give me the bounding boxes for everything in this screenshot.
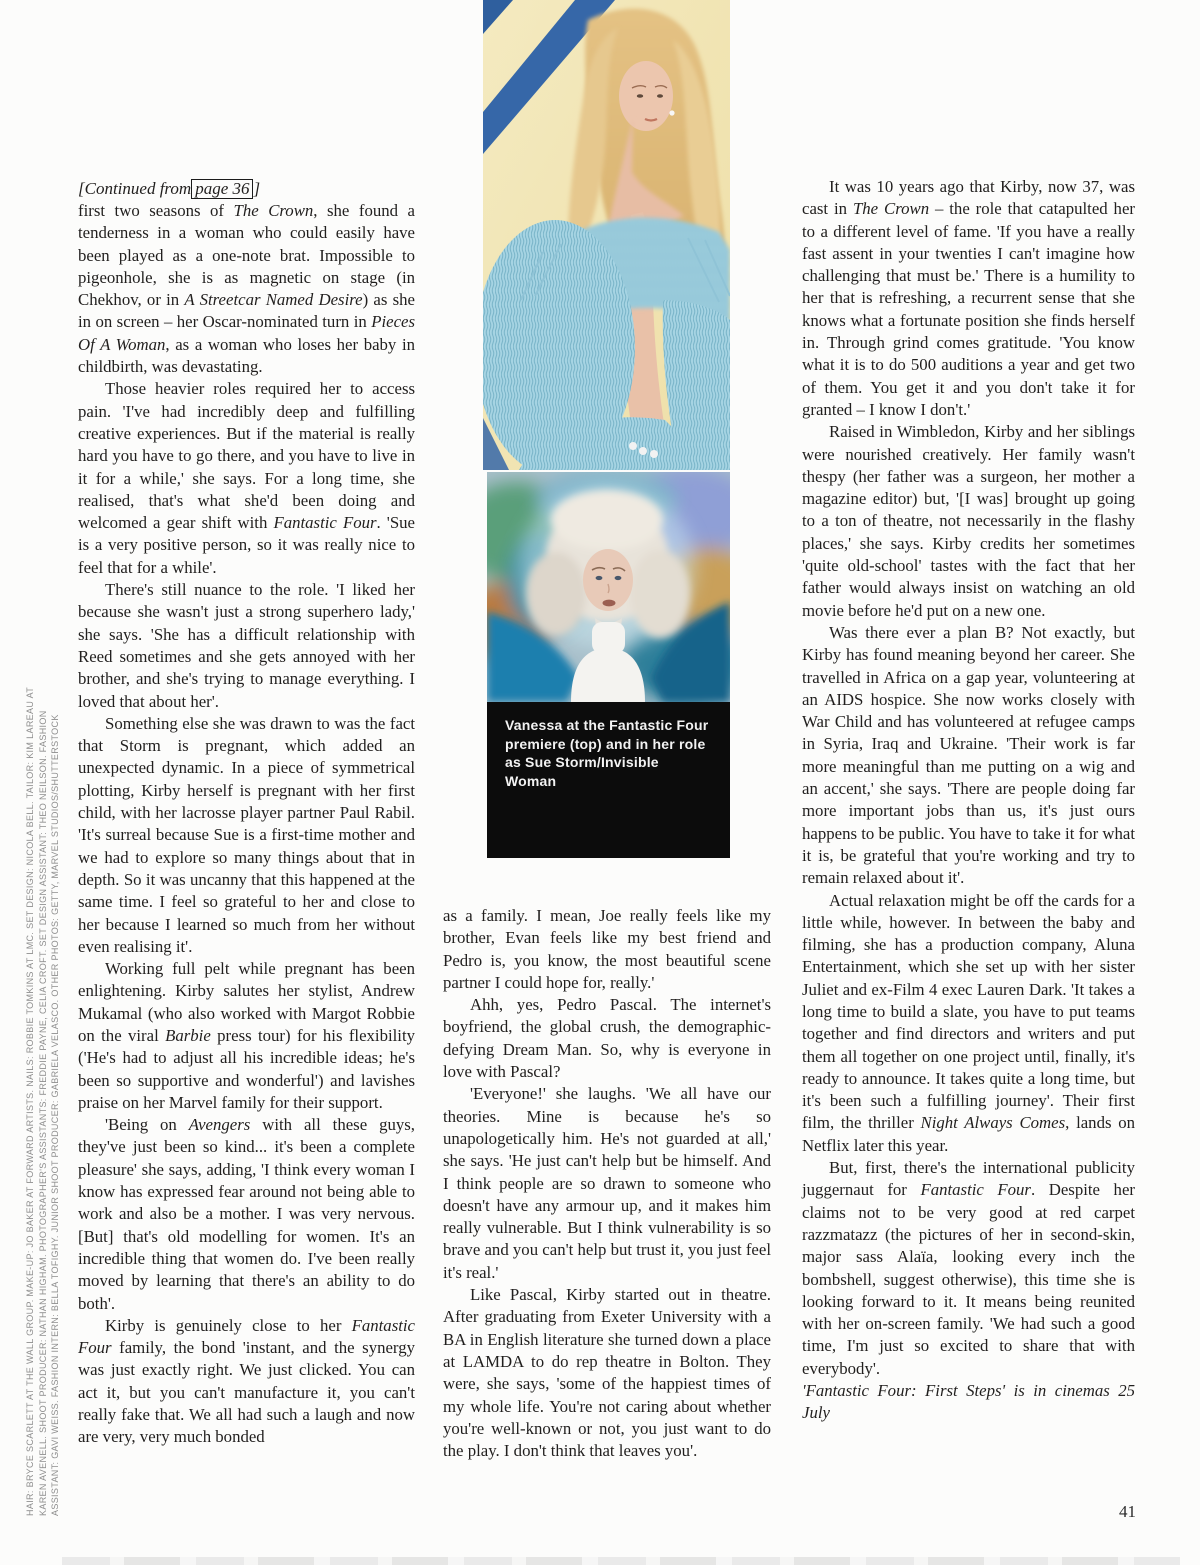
paragraph: 'Being on Avengers with all these guys, they've just been so kind... it's been a complete pleasure' she says, adding, 'I think every woman I know has expressed fear around not being able to work and also be a mother. I was very nervous. [But] that's old modelling for women. It's an incredible thing that women do. I've been really moved by learning that there's an ability to do both'. xyxy=(78,1115,415,1313)
middle-column xyxy=(443,905,771,1462)
paragraph: There's still nuance to the role. 'I liked her because she wasn't just a strong superhero lady,' she says. 'She has a difficult relationship with Reed sometimes and she gets annoyed with her brother, and she's trying to manage everything. I loved that about her'. xyxy=(78,580,415,711)
left-column xyxy=(78,178,415,1449)
paragraph: Those heavier roles required her to access pain. 'I've had incredibly deep and fulfilling creative experiences. But if the material is really hard you have to go there, and you have to live in it for a while,' she says. For a long time, she realised, that's what she'd been doing and welcomed a gear shift with Fantastic Four. 'Sue is a very positive person, so it was really nice to feel that for a while'. xyxy=(78,379,416,577)
film-strip-remnant xyxy=(62,1557,1180,1565)
paragraph: first two seasons of The Crown, she found a tenderness in a woman who could easily have been played as a one-note brat. Impossible to pigeonhole, she is as magnetic on stage (in Chekhov, or in A Streetcar Named Desire) as she in on screen – her Oscar-nominated turn in Pieces Of A Woman, as a woman who loses her baby in childbirth, was devastating. xyxy=(78,201,415,377)
photo-credits xyxy=(24,594,62,1516)
paragraph: as a family. I mean, Joe really feels like my brother, Evan feels like my best friend and Pedro is, you know, the most beautiful scene partner I could hope for, really.' xyxy=(443,906,771,992)
caption-text: Vanessa at the Fantastic Four premiere (top) and in her role as Sue Storm/Invisible Woman xyxy=(505,717,709,789)
continued-from-prefix: [Continued from xyxy=(78,179,192,198)
paragraph: Like Pascal, Kirby started out in theatre. After graduating from Exeter University with a BA in English literature she turned down a place at LAMDA to do rep theatre in Bolton. They were, she says, 'some of the happiest times of my whole life. You're not caring about whether you're well-known or not, you just want to do the play. I don't think that leaves you'. xyxy=(443,1285,771,1461)
caption-box xyxy=(487,702,730,858)
paragraph: 'Fantastic Four: First Steps' is in cinemas 25 July xyxy=(802,1381,1135,1423)
page-36-reference: page 36 xyxy=(191,179,253,199)
paragraph: Something else she was drawn to was the fact that Storm is pregnant, which added an unexpected dynamic. In a piece of symmetrical plotting, Kirby herself is pregnant with her first child, with her lacrosse player partner Paul Rabil. 'It's surreal because Sue is a first-time mother and we had to explore so many things about that in depth. So it was uncanny that this happened at the same time. I feel so grateful to her and close to her because I learned so much from her without even realising it'. xyxy=(78,713,415,956)
paragraph: Was there ever a plan B? Not exactly, but Kirby has found meaning beyond her career. She travelled in Africa on a gap year, volunteering at an AIDS hospice. She now works closely with War Child and has volunteered at refugee camps in Syria, Iraq and Ukraine. 'Their work is far more meaningful than me putting on a wig and an accent,' she says. 'There are people doing far more important jobs than us, it's just ours happens to be public. You have to take it for what it is, be grateful that you're working and try to remain relaxed about it'. xyxy=(802,622,1135,888)
movie-still-photo xyxy=(487,472,730,702)
continued-from-suffix: ] xyxy=(253,179,261,198)
page-number: 41 xyxy=(1119,1502,1136,1521)
paragraph: Ahh, yes, Pedro Pascal. The internet's boyfriend, the global crush, the demographic-defying Dream Man. So, why is everyone in love with Pascal? xyxy=(443,995,771,1082)
paragraph: 'Everyone!' she laughs. 'We all have our theories. Mine is because he's so unapologetically him. He's not guarded at all,' she says. 'He just can't help but be himself. And I think people are so drawn to someone who doesn't have any armour up, and it makes him really vulnerable. But I think vulnerability is so brave and you can't help but trust it, you just feel it's real.' xyxy=(443,1084,771,1282)
paragraph: Raised in Wimbledon, Kirby and her siblings were nourished creatively. Her family wasn't thespy (her father was a surgeon, her mother a magazine editor) but, '[I was] brought up going to a ton of theatre, not necessarily in the flashy places,' she says. Kirby credits her sometimes 'quite old-school' tastes with the fact that her father would always insist on watching an old movie before he'd put on a new one. xyxy=(802,422,1135,620)
credits-line: HAIR: BRYCE SCARLETT AT THE WALL GROUP. MAKE-UP: JO BAKER AT FORWARD ARTISTS. NAILS: ROBBIE TOMKINS AT LMC. SET DESIGN: NICOLA BELL. TAILOR: KIM LAREAU AT xyxy=(25,686,35,1516)
premiere-photo-art xyxy=(483,0,730,470)
paragraph: Actual relaxation might be off the cards for a little while, however. In between the baby and filming, she has a production company, Aluna Entertainment, which she set up with her sister Juliet and ex-Film 4 exec Lauren Dark. 'It takes a long time to build a slate, you have to put teams together and find directors and writers and put them all together on one project until, finally, it's ready to announce. It takes quite a long time, but it's been such a fulfilling journey'. Their first film, the thriller Night Always Comes, lands on Netflix later this year. xyxy=(802,890,1135,1155)
credits-line: KAREN AVENELL. SHOOT PRODUCER: NATHAN HIGHAM. PHOTOGRAPHER'S ASSISTANTS: FREDDIE PAYNE, CELIA CROFT. SET DESIGN ASSISTANT: THEO NEILSON. FASHION xyxy=(37,710,48,1516)
middle-column-text xyxy=(443,905,771,1462)
right-column xyxy=(802,176,1135,1425)
movie-still-art xyxy=(487,472,730,702)
credits-line: ASSISTANT: GAVI WEISS. FASHION INTERN: BELLA TOFIGHY. JUNIOR SHOOT PRODUCER: GABRIELA VELASCO. OTHER PHOTOS: GETTY, MARVEL STUDIOS/SHUTTERSTOCK xyxy=(50,714,60,1516)
left-column-text xyxy=(78,200,415,1449)
paragraph: Working full pelt while pregnant has been enlightening. Kirby salutes her stylist, Andrew Mukamal (who also worked with Margot Robbie on the viral Barbie press tour) for his flexibility ('He's had to adjust all his incredible ideas; he's been so supportive and wonderful') and lavishes praise on her Marvel family for their support. xyxy=(78,959,416,1112)
paragraph: But, first, there's the international publicity juggernaut for Fantastic Four. Despite her claims not to be very good at red carpet razzmatazz (the pictures of her in second-skin, major sass Alaïa, looking every inch the bombshell, suggest otherwise), this time she is looking forward to it. It means being reunited with her on-screen family. 'We had such a good time, I'm just so excited to share that with everybody'. xyxy=(802,1158,1135,1378)
premiere-photo xyxy=(483,0,730,470)
continued-from-note xyxy=(78,178,415,200)
paragraph: It was 10 years ago that Kirby, now 37, was cast in The Crown – the role that catapulted her to a different level of fame. 'If you have a really fast assent in your twenties I can't imagine how challenging that must be.' There is a humility to her that is refreshing, a recurrent sense that she knows what a fortunate position she finds herself in. Through grind comes gratitude. 'You know what it is to do 500 auditions a year and get two of them. You get it and you don't take it for granted – I know I don't.' xyxy=(802,177,1135,419)
paragraph: Kirby is genuinely close to her Fantastic Four family, the bond 'instant, and the synergy was just exactly right. We just clicked. You can act it, but you can't manufacture it, you can't really fake that. We all had such a laugh and now are very, very much bonded xyxy=(78,1315,415,1447)
right-column-text xyxy=(802,176,1135,1425)
